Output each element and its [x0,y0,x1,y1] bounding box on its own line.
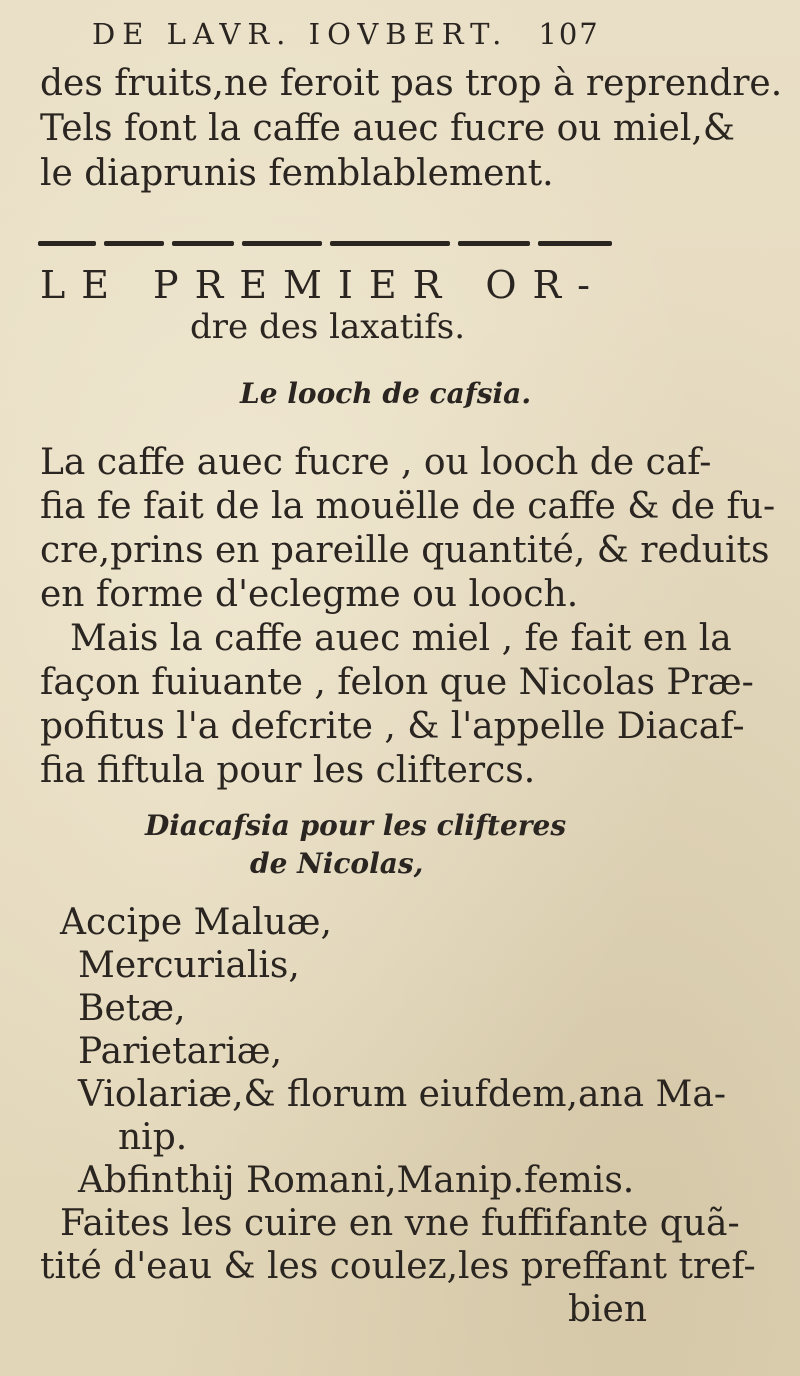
recipe-title-attribution: de Nicolas, [250,847,424,880]
text-line: en forme d'eclegme ou looch. [40,574,579,615]
recipe-line: Faites les cuire en vne fuffifante quã- [60,1203,740,1244]
page-number: 107 [538,17,600,51]
text-line: cre,prins en pareille quantité, & reduits [40,530,770,571]
recipe-line: tité d'eau & les coulez,les preffant tref- [40,1246,756,1287]
text-line: fia fe fait de la mouëlle de caffe & de fu- [40,486,776,527]
text-line: façon fuiuante , felon que Nicolas Præ- [40,662,754,703]
recipe-title: Diacafsia pour les clifteres [145,809,567,842]
recipe-line: Mercurialis, [78,945,300,986]
text-line: pofitus l'a defcrite , & l'appelle Diacaf- [40,706,745,747]
text-line: des fruits,ne feroit pas trop à reprendre. [40,63,783,104]
text-line: le diaprunis femblablement. [40,153,554,194]
header-title: DE LAVR. IOVBERT. [92,17,509,51]
section-heading-continued: dre des laxatifs. [190,307,466,347]
recipe-subheading: Le looch de cafsia. [240,377,532,410]
catchword: bien [568,1289,648,1330]
recipe-line: Abfinthij Romani,Manip.femis. [78,1160,635,1201]
text-line: fia fiftula pour les cliftercs. [40,750,536,791]
ornamental-rule [38,238,612,250]
recipe-line: Accipe Maluæ, [60,902,332,943]
recipe-line: Violariæ,& florum eiufdem,ana Ma- [78,1074,726,1115]
recipe-line: Betæ, [78,988,186,1029]
recipe-line: nip. [118,1117,188,1158]
recipe-line: Parietariæ, [78,1031,283,1072]
section-heading: LE PREMIER OR- [40,263,606,307]
text-line: Tels font la caffe auec fucre ou miel,& [40,108,735,149]
text-line: Mais la caffe auec miel , fe fait en la [70,618,732,659]
text-line: La caffe auec fucre , ou looch de caf- [40,442,712,483]
running-header [92,17,600,51]
